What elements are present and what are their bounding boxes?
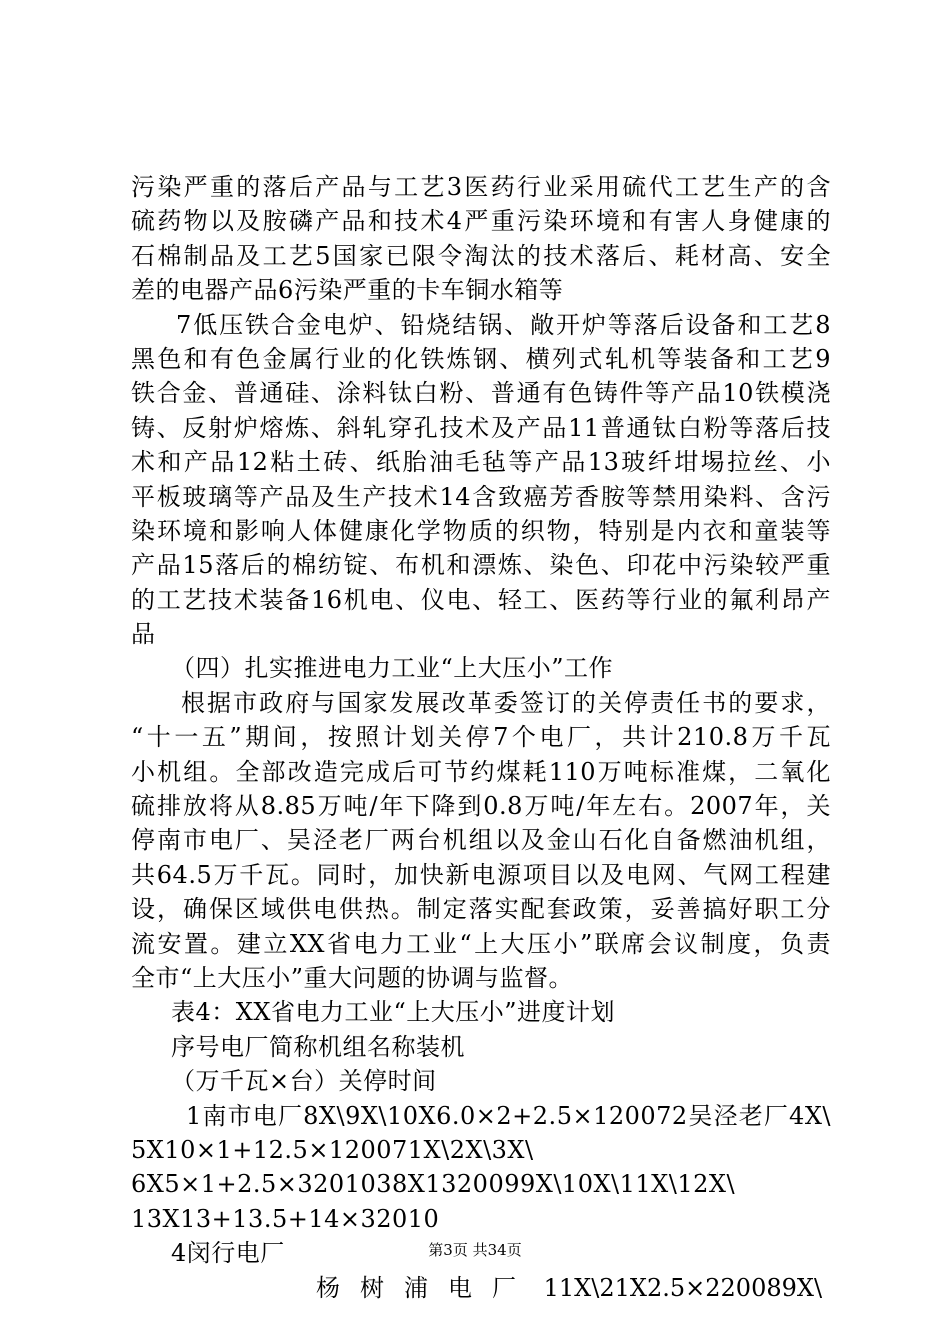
text-line: 差的电器产品6污染严重的卡车铜水箱等 <box>131 276 564 305</box>
text-line: 共64.5万千瓦。同时，加快新电源项目以及电网、气网工程建 <box>131 860 831 889</box>
text-line: 术和产品12粘土砖、纸胎油毛毡等产品13玻纤坩埸拉丝、小 <box>131 448 831 477</box>
table-caption: 表4：XX省电力工业“上大压小”进度计划 <box>171 998 615 1027</box>
text-line: 黑色和有色金属行业的化铁炼钢、横列式轧机等装备和工艺9 <box>131 344 831 373</box>
section-heading: （四）扎实推进电力工业“上大压小”工作 <box>171 654 614 683</box>
text-line: 设，确保区域供电供热。制定落实配套政策，妥善搞好职工分 <box>131 895 831 924</box>
table-row: 5X10×1+12.5×120071X\2X\3X\ <box>131 1135 534 1164</box>
text-line: 铁合金、普通硅、涂料钛白粉、普通有色铸件等产品10铁模浇 <box>131 379 831 408</box>
paragraph-power-industry <box>131 686 831 996</box>
table-row: 1南市电厂8X\9X\10X6.0×2+2.5×120072吴泾老厂4X\ <box>186 1101 831 1130</box>
text-line: 流安置。建立XX省电力工业“上大压小”联席会议制度，负责 <box>131 929 831 958</box>
table-row: 6X5×1+2.5×3201038X1320099X\10X\11X\12X\ <box>131 1170 736 1199</box>
table-header: （万千瓦×台）关停时间 <box>171 1067 437 1096</box>
text-line: 石棉制品及工艺5国家已限令淘汰的技术落后、耗材高、安全 <box>131 241 831 270</box>
text-line: 的工艺技术装备16机电、仪电、轻工、医药等行业的氟利昂产 <box>131 585 831 614</box>
paragraph-obsolete-products <box>131 170 831 308</box>
table-rows <box>131 1099 831 1305</box>
text-line: 根据市政府与国家发展改革委签订的关停责任书的要求， <box>181 688 831 717</box>
document-body <box>131 170 831 1305</box>
text-line: 平板玻璃等产品及生产技术14含致癌芳香胺等禁用染料、含污 <box>131 482 831 511</box>
table-header: 序号电厂简称机组名称装机 <box>171 1032 465 1061</box>
paragraph-obsolete-equipment <box>131 308 831 652</box>
text-line: 硫排放将从8.85万吨/年下降到0.8万吨/年左右。2007年，关 <box>131 792 831 821</box>
text-line: 污染严重的落后产品与工艺3医药行业采用硫代工艺生产的含 <box>131 173 831 201</box>
text-line: 产品15落后的棉纺锭、布机和漂炼、染色、印花中污染较严重 <box>131 551 831 580</box>
page-number: 第3页 共34页 <box>428 1241 522 1259</box>
page-footer <box>0 1240 950 1260</box>
text-line: 小机组。全部改造完成后可节约煤耗110万吨标准煤，二氧化 <box>131 757 831 786</box>
text-line: “十一五”期间，按照计划关停7个电厂，共计210.8万千瓦 <box>131 723 831 752</box>
text-line: 7低压铁合金电炉、铅烧结锅、敞开炉等落后设备和工艺8 <box>176 310 831 339</box>
text-line: 全市“上大压小”重大问题的协调与监督。 <box>131 963 574 992</box>
table-row <box>131 1271 831 1305</box>
text-line: 铸、反射炉熔炼、斜轧穿孔技术及产品11普通钛白粉等落后技 <box>131 413 831 442</box>
table-row: 4闵行电厂 <box>171 1239 285 1268</box>
text-line: 硫药物以及胺磷产品和技术4严重污染环境和有害人身健康的 <box>131 207 831 236</box>
text-line: 染环境和影响人体健康化学物质的织物，特别是内衣和童装等 <box>131 516 831 545</box>
table-row: 13X13+13.5+14×32010 <box>131 1204 440 1233</box>
text-line: 品 <box>131 620 156 649</box>
unit-data: 11X\21X2.5×220089X\ <box>543 1273 823 1302</box>
plant-name: 杨树浦电厂 <box>316 1273 536 1302</box>
text-line: 停南市电厂、吴泾老厂两台机组以及金山石化自备燃油机组， <box>131 826 831 855</box>
